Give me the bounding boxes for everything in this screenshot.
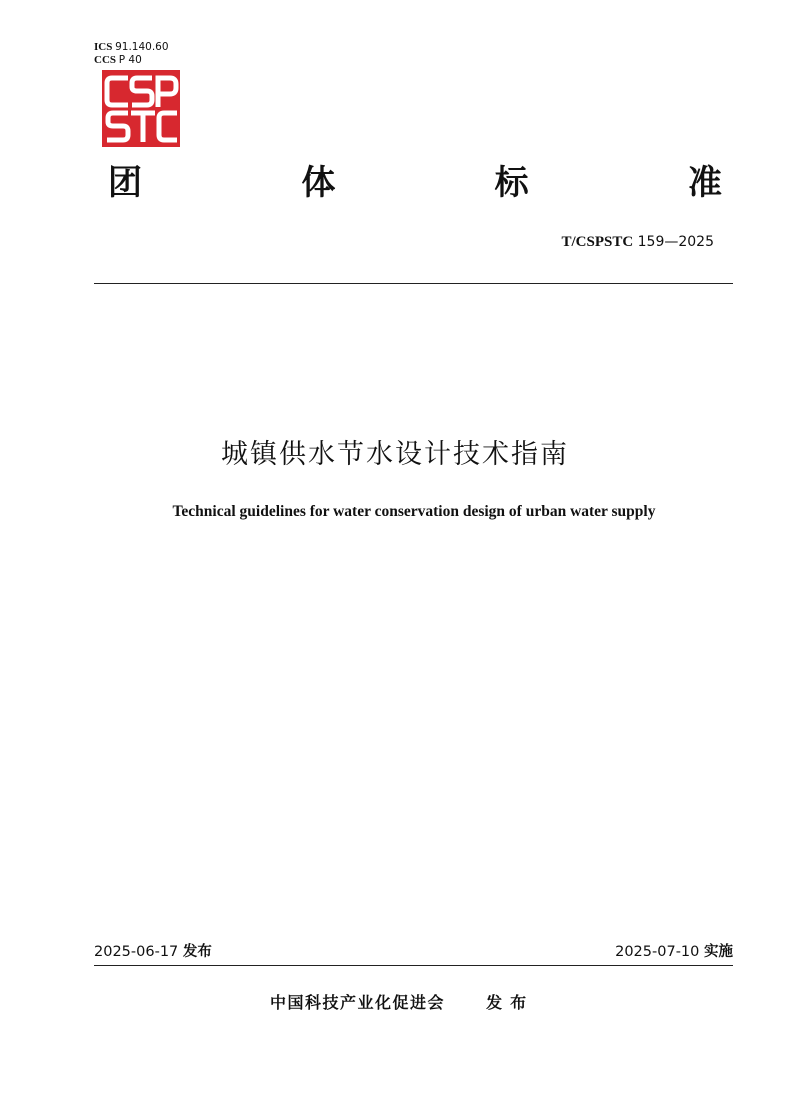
publisher-name: 中国科技产业化促进会 bbox=[270, 993, 446, 1012]
ics-line bbox=[94, 41, 169, 54]
classification-codes bbox=[94, 41, 169, 67]
standard-prefix: T/CSPSTC bbox=[561, 234, 634, 250]
issue-date-block bbox=[94, 940, 212, 961]
effective-date: 2025-07-10 bbox=[615, 944, 700, 960]
ics-code: 91.140.60 bbox=[115, 41, 169, 53]
chinese-title: 城镇供水节水设计技术指南 bbox=[221, 439, 569, 470]
standard-number bbox=[561, 234, 714, 251]
cspstc-logo bbox=[102, 70, 180, 147]
issue-date: 2025-06-17 bbox=[94, 944, 179, 960]
publisher-action: 发布 bbox=[486, 993, 535, 1012]
ccs-label: CCS bbox=[94, 54, 117, 66]
issue-label: 发布 bbox=[182, 944, 212, 960]
doc-type-char-1: 团 bbox=[108, 163, 142, 203]
publisher-line bbox=[270, 990, 534, 1013]
standard-code: 159—2025 bbox=[637, 234, 714, 250]
english-title: Technical guidelines for water conservation design of urban water supply bbox=[172, 503, 656, 520]
doc-type-char-3: 标 bbox=[494, 163, 529, 203]
ccs-code: P 40 bbox=[118, 54, 142, 66]
ics-label: ICS bbox=[94, 41, 113, 53]
ccs-line bbox=[94, 54, 169, 67]
effective-label: 实施 bbox=[704, 944, 733, 960]
document-type-heading bbox=[108, 160, 722, 206]
top-divider bbox=[94, 283, 733, 284]
effective-date-block bbox=[615, 940, 733, 961]
doc-type-char-4: 准 bbox=[687, 163, 722, 203]
bottom-divider bbox=[94, 965, 733, 966]
doc-type-char-2: 体 bbox=[301, 163, 336, 203]
